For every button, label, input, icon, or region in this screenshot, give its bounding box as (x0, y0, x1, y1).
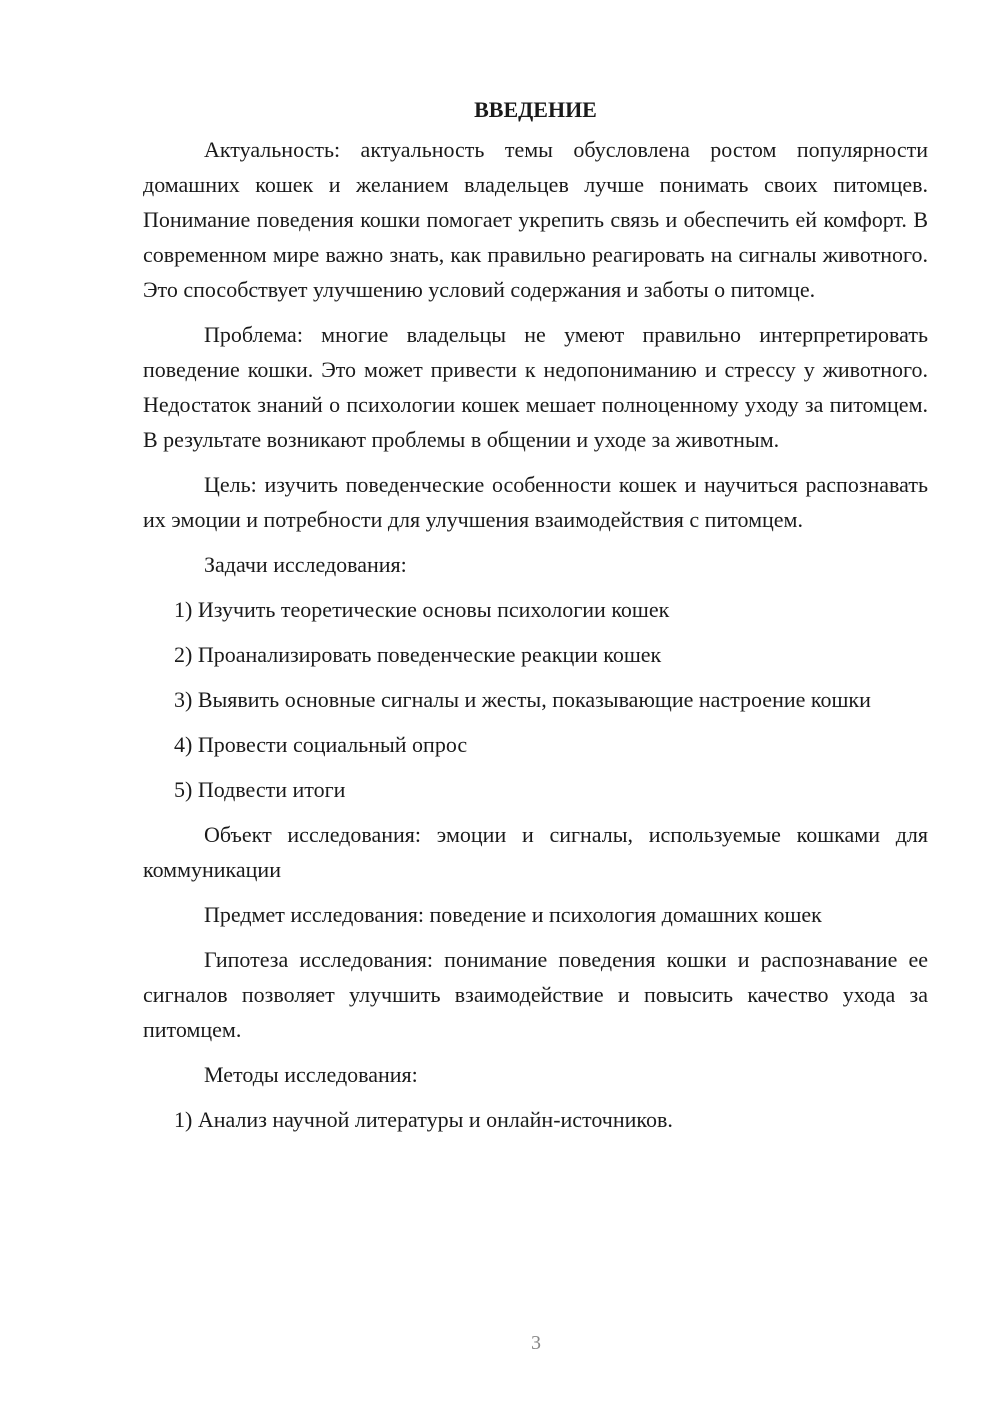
task-item: 3) Выявить основные сигналы и жесты, показывающие настроение кошки (174, 687, 871, 712)
task-item: 1) Изучить теоретические основы психологии кошек (174, 597, 670, 622)
method-item: 1) Анализ научной литературы и онлайн-источников. (174, 1107, 673, 1132)
task-item: 2) Проанализировать поведенческие реакции кошек (174, 642, 662, 667)
paragraph-object: Объект исследования: эмоции и сигналы, используемые кошками для коммуникации (143, 822, 928, 882)
tasks-title: Задачи исследования: (204, 552, 407, 577)
methods-title: Методы исследования: (204, 1062, 418, 1087)
paragraph-goal: Цель: изучить поведенческие особенности кошек и научиться распознавать их эмоции и потребности для улучшения взаимодействия с питомцем. (143, 472, 928, 532)
task-item: 4) Провести социальный опрос (174, 732, 468, 757)
paragraph-problem: Проблема: многие владельцы не умеют правильно интерпретировать поведение кошки. Это может привести к недопониманию и стрессу у животного. Недостаток знаний о психологии кошек мешает полноценному уходу за питомцем. В результате возникают проблемы в общении и уходе за животным. (143, 322, 928, 452)
task-item: 5) Подвести итоги (174, 777, 346, 802)
paragraph-relevance: Актуальность: актуальность темы обусловлена ростом популярности домашних кошек и желанием владельцев лучше понимать своих питомцев. Понимание поведения кошки помогает укрепить связь и обеспечить ей комфорт. В современном мире важно знать, как правильно реагировать на сигналы животного. Это способствует улучшению условий содержания и заботы о питомце. (143, 137, 928, 302)
section-heading: ВВЕДЕНИЕ (474, 97, 597, 122)
page-number: 3 (531, 1332, 541, 1354)
document-page (143, 92, 928, 1147)
paragraph-subject: Предмет исследования: поведение и психология домашних кошек (204, 902, 822, 927)
paragraph-hypothesis: Гипотеза исследования: понимание поведения кошки и распознавание ее сигналов позволяет улучшить взаимодействие и повысить качество ухода за питомцем. (143, 947, 928, 1042)
